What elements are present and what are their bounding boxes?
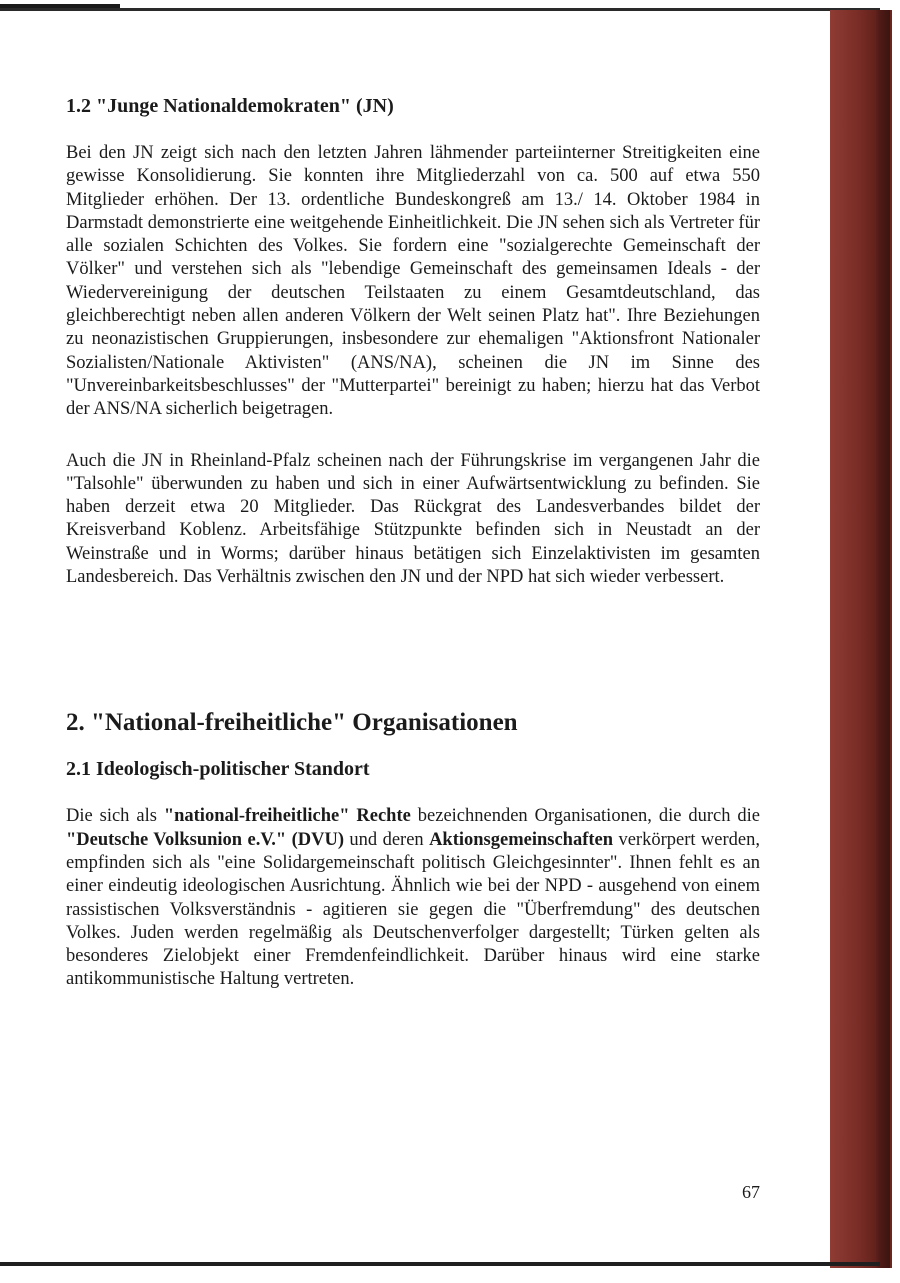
- scan-edge-bottom: [0, 1262, 880, 1266]
- paragraph-spacer: [66, 422, 760, 450]
- text-run: und deren: [344, 829, 430, 850]
- scan-edge-top: [0, 8, 880, 11]
- section-2-heading: 2. "National-freiheitliche" Organisationen: [66, 709, 518, 737]
- text-run: Die sich als: [66, 806, 164, 827]
- section-1-2-heading: 1.2 "Junge Nationaldemokraten" (JN): [66, 95, 394, 117]
- page-number: 67: [742, 1182, 760, 1202]
- bold-term-dvu: "Deutsche Volksunion e.V." (DVU): [66, 829, 344, 850]
- section-1-2-paragraph-1: Bei den JN zeigt sich nach den letzten Jahren lähmender parteiinterner Streitigkeiten eine gewisse Konsolidierung. Sie konnten ihre Mitgliederzahl von ca. 500 auf etwa 550 Mitglieder erhöhen. Der 13. ordentliche Bundeskongreß am 13./ 14. Oktober 1984 in Darmstadt demonstrierte eine weitgehende Einheitlichkeit. Die JN sehen sich als Vertreter für alle sozialen Schichten des Volkes. Sie fordern eine "sozialgerechte Gemeinschaft der Völker" und verstehen sich als "lebendige Gemeinschaft des gemeinsamen Ideals - der Wiedervereinigung der deutschen Teilstaaten zu einem Gesamtdeutschland, das gleichberechtigt neben allen anderen Völkern der Welt seinen Platz hat". Ihre Beziehungen zu neonazistischen Gruppierungen, insbesondere zur ehemaligen "Aktionsfront Nationaler Sozialisten/Nationale Aktivisten" (ANS/NA), scheinen die JN im Sinne des "Unvereinbarkeitsbeschlusses" der "Mutterpartei" bereinigt zu haben; hierzu hat das Verbot der ANS/NA sicherlich beigetragen.: [66, 143, 760, 420]
- bold-term-national-freiheitliche: "national-freiheitliche" Rechte: [163, 806, 411, 827]
- section-1-2-paragraph-2: Auch die JN in Rheinland-Pfalz scheinen nach der Führungskrise im vergangenen Jahr die "Talsohle" überwunden zu haben und sich in einer Aufwärtsentwicklung zu befinden. Sie haben derzeit etwa 20 Mitglieder. Das Rückgrat des Landesverbandes bildet der Kreisverband Koblenz. Arbeitsfähige Stützpunkte befinden sich in Neustadt an der Weinstraße und in Worms; darüber hinaus betätigen sich Einzelaktivisten im gesamten Landesbereich. Das Verhältnis zwischen den JN und der NPD hat sich wieder verbessert.: [66, 450, 760, 588]
- text-run: verkörpert werden, empfinden sich als "eine Solidargemeinschaft politisch Gleichgesinnter". Ihnen fehlt es an einer eindeutig ideologischen Ausrichtung. Ähnlich wie bei der NPD - ausgehend von einem rassistischen Volksverständnis - agitieren sie gegen die "Überfremdung" des deutschen Volkes. Juden werden regelmäßig als Deutschenverfolger dargestellt; Türken gelten als besonderes Zielobjekt einer Fremdenfeindlichkeit. Darüber hinaus wird eine starke antikommunistische Haltung vertreten.: [66, 829, 760, 990]
- section-2-1-heading: 2.1 Ideologisch-politischer Standort: [66, 758, 370, 781]
- text-run: bezeichnenden Organisationen, die durch die: [410, 806, 760, 827]
- book-binding-shadow: [876, 10, 890, 1268]
- section-2-1-paragraph: [66, 805, 760, 991]
- section-spacer: [66, 589, 760, 707]
- document-page: [66, 92, 760, 992]
- bold-term-aktionsgemeinschaften: Aktionsgemeinschaften: [429, 829, 614, 850]
